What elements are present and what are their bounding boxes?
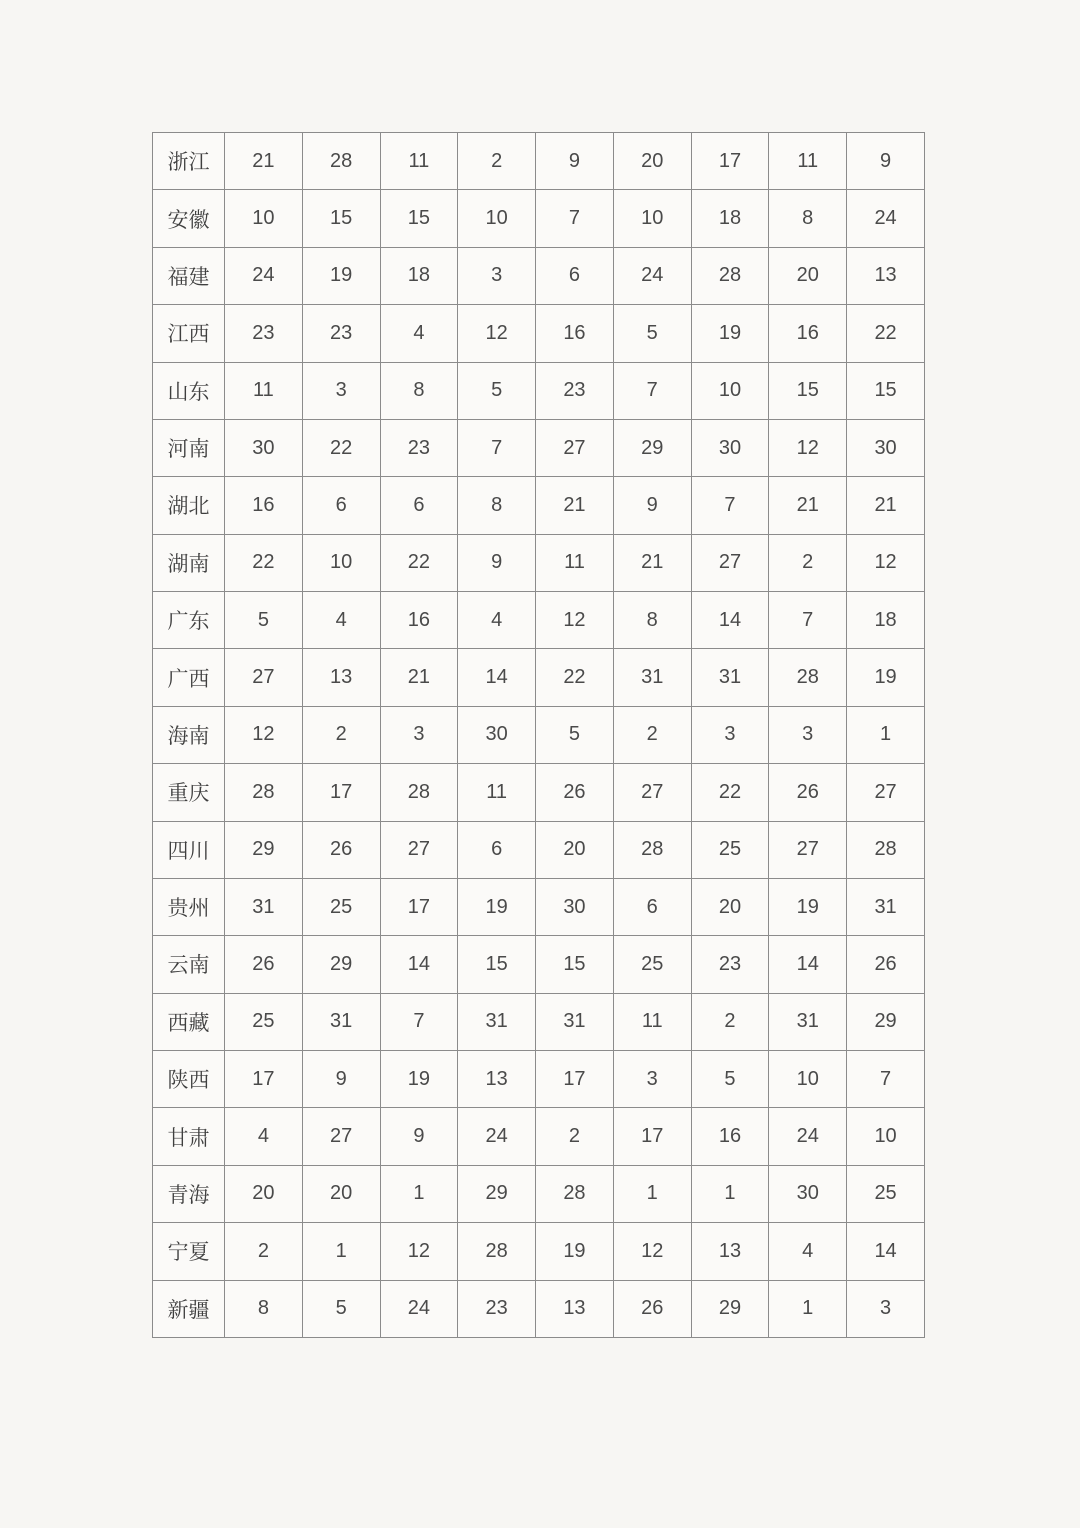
value-cell: 11 [380, 133, 458, 190]
value-cell: 30 [458, 706, 536, 763]
province-label: 甘肃 [153, 1108, 225, 1165]
table-row [153, 1223, 925, 1280]
value-cell: 20 [302, 1165, 380, 1222]
value-cell: 27 [613, 764, 691, 821]
table-row [153, 1165, 925, 1222]
value-cell: 9 [847, 133, 925, 190]
value-cell: 20 [691, 878, 769, 935]
table-row [153, 534, 925, 591]
value-cell: 1 [380, 1165, 458, 1222]
table-row [153, 821, 925, 878]
value-cell: 8 [225, 1280, 303, 1338]
value-cell: 1 [847, 706, 925, 763]
value-cell: 3 [380, 706, 458, 763]
value-cell: 15 [847, 362, 925, 419]
value-cell: 31 [302, 993, 380, 1050]
value-cell: 28 [458, 1223, 536, 1280]
table-row [153, 764, 925, 821]
value-cell: 16 [691, 1108, 769, 1165]
table-row [153, 878, 925, 935]
value-cell: 25 [691, 821, 769, 878]
province-data-table [152, 132, 925, 1338]
province-label: 新疆 [153, 1280, 225, 1338]
value-cell: 5 [536, 706, 614, 763]
value-cell: 20 [769, 247, 847, 304]
value-cell: 31 [613, 649, 691, 706]
value-cell: 7 [458, 419, 536, 476]
value-cell: 7 [769, 592, 847, 649]
province-label: 四川 [153, 821, 225, 878]
value-cell: 27 [847, 764, 925, 821]
value-cell: 24 [613, 247, 691, 304]
value-cell: 15 [380, 190, 458, 247]
province-label: 重庆 [153, 764, 225, 821]
value-cell: 12 [225, 706, 303, 763]
province-label: 广西 [153, 649, 225, 706]
value-cell: 4 [302, 592, 380, 649]
value-cell: 25 [847, 1165, 925, 1222]
value-cell: 12 [536, 592, 614, 649]
value-cell: 2 [613, 706, 691, 763]
value-cell: 4 [769, 1223, 847, 1280]
value-cell: 9 [302, 1051, 380, 1108]
value-cell: 30 [691, 419, 769, 476]
value-cell: 7 [380, 993, 458, 1050]
value-cell: 19 [769, 878, 847, 935]
value-cell: 29 [302, 936, 380, 993]
value-cell: 28 [613, 821, 691, 878]
table-row [153, 706, 925, 763]
table-row [153, 362, 925, 419]
value-cell: 26 [847, 936, 925, 993]
value-cell: 14 [380, 936, 458, 993]
value-cell: 7 [536, 190, 614, 247]
value-cell: 21 [769, 477, 847, 534]
province-label: 山东 [153, 362, 225, 419]
value-cell: 19 [691, 305, 769, 362]
value-cell: 7 [691, 477, 769, 534]
value-cell: 19 [847, 649, 925, 706]
value-cell: 21 [536, 477, 614, 534]
value-cell: 5 [302, 1280, 380, 1338]
value-cell: 27 [536, 419, 614, 476]
value-cell: 11 [458, 764, 536, 821]
value-cell: 1 [613, 1165, 691, 1222]
value-cell: 29 [847, 993, 925, 1050]
value-cell: 20 [613, 133, 691, 190]
value-cell: 13 [847, 247, 925, 304]
province-label: 青海 [153, 1165, 225, 1222]
value-cell: 12 [847, 534, 925, 591]
value-cell: 5 [691, 1051, 769, 1108]
value-cell: 5 [225, 592, 303, 649]
value-cell: 31 [769, 993, 847, 1050]
value-cell: 14 [769, 936, 847, 993]
value-cell: 6 [613, 878, 691, 935]
value-cell: 28 [380, 764, 458, 821]
province-label: 陕西 [153, 1051, 225, 1108]
value-cell: 1 [302, 1223, 380, 1280]
table-row [153, 477, 925, 534]
value-cell: 28 [536, 1165, 614, 1222]
value-cell: 17 [302, 764, 380, 821]
value-cell: 22 [691, 764, 769, 821]
value-cell: 12 [458, 305, 536, 362]
value-cell: 19 [536, 1223, 614, 1280]
value-cell: 10 [458, 190, 536, 247]
value-cell: 27 [380, 821, 458, 878]
value-cell: 8 [613, 592, 691, 649]
value-cell: 31 [847, 878, 925, 935]
value-cell: 9 [380, 1108, 458, 1165]
province-label: 海南 [153, 706, 225, 763]
value-cell: 13 [691, 1223, 769, 1280]
value-cell: 26 [536, 764, 614, 821]
province-label: 西藏 [153, 993, 225, 1050]
value-cell: 30 [769, 1165, 847, 1222]
value-cell: 21 [225, 133, 303, 190]
value-cell: 1 [691, 1165, 769, 1222]
value-cell: 16 [536, 305, 614, 362]
table-row [153, 247, 925, 304]
value-cell: 18 [691, 190, 769, 247]
value-cell: 4 [225, 1108, 303, 1165]
value-cell: 11 [225, 362, 303, 419]
value-cell: 17 [613, 1108, 691, 1165]
value-cell: 3 [691, 706, 769, 763]
value-cell: 3 [613, 1051, 691, 1108]
value-cell: 24 [380, 1280, 458, 1338]
value-cell: 12 [380, 1223, 458, 1280]
value-cell: 28 [847, 821, 925, 878]
value-cell: 23 [536, 362, 614, 419]
value-cell: 26 [613, 1280, 691, 1338]
province-label: 湖北 [153, 477, 225, 534]
value-cell: 4 [380, 305, 458, 362]
value-cell: 1 [769, 1280, 847, 1338]
value-cell: 10 [847, 1108, 925, 1165]
value-cell: 21 [847, 477, 925, 534]
value-cell: 3 [302, 362, 380, 419]
value-cell: 29 [458, 1165, 536, 1222]
province-label: 河南 [153, 419, 225, 476]
value-cell: 24 [847, 190, 925, 247]
value-cell: 31 [458, 993, 536, 1050]
value-cell: 10 [769, 1051, 847, 1108]
value-cell: 22 [302, 419, 380, 476]
value-cell: 24 [769, 1108, 847, 1165]
value-cell: 19 [380, 1051, 458, 1108]
value-cell: 29 [225, 821, 303, 878]
value-cell: 31 [225, 878, 303, 935]
value-cell: 3 [769, 706, 847, 763]
value-cell: 5 [458, 362, 536, 419]
province-label: 江西 [153, 305, 225, 362]
value-cell: 16 [380, 592, 458, 649]
value-cell: 23 [691, 936, 769, 993]
value-cell: 13 [458, 1051, 536, 1108]
value-cell: 15 [769, 362, 847, 419]
table-body [153, 133, 925, 1338]
value-cell: 17 [691, 133, 769, 190]
value-cell: 15 [536, 936, 614, 993]
value-cell: 2 [769, 534, 847, 591]
value-cell: 9 [613, 477, 691, 534]
value-cell: 28 [769, 649, 847, 706]
province-label: 湖南 [153, 534, 225, 591]
table-row [153, 305, 925, 362]
value-cell: 7 [847, 1051, 925, 1108]
table-row [153, 1051, 925, 1108]
value-cell: 10 [302, 534, 380, 591]
value-cell: 22 [847, 305, 925, 362]
value-cell: 25 [225, 993, 303, 1050]
value-cell: 3 [458, 247, 536, 304]
value-cell: 6 [302, 477, 380, 534]
value-cell: 2 [225, 1223, 303, 1280]
table-row [153, 419, 925, 476]
value-cell: 23 [380, 419, 458, 476]
value-cell: 14 [458, 649, 536, 706]
value-cell: 21 [380, 649, 458, 706]
value-cell: 29 [691, 1280, 769, 1338]
table-row [153, 133, 925, 190]
value-cell: 14 [847, 1223, 925, 1280]
value-cell: 11 [769, 133, 847, 190]
value-cell: 18 [847, 592, 925, 649]
value-cell: 30 [536, 878, 614, 935]
value-cell: 8 [769, 190, 847, 247]
value-cell: 15 [302, 190, 380, 247]
value-cell: 6 [458, 821, 536, 878]
province-label: 宁夏 [153, 1223, 225, 1280]
value-cell: 22 [225, 534, 303, 591]
value-cell: 28 [225, 764, 303, 821]
value-cell: 23 [225, 305, 303, 362]
value-cell: 24 [225, 247, 303, 304]
value-cell: 20 [536, 821, 614, 878]
value-cell: 27 [769, 821, 847, 878]
table-row [153, 649, 925, 706]
value-cell: 7 [613, 362, 691, 419]
value-cell: 8 [458, 477, 536, 534]
value-cell: 10 [613, 190, 691, 247]
value-cell: 24 [458, 1108, 536, 1165]
value-cell: 29 [613, 419, 691, 476]
value-cell: 26 [302, 821, 380, 878]
value-cell: 13 [536, 1280, 614, 1338]
value-cell: 16 [225, 477, 303, 534]
value-cell: 9 [458, 534, 536, 591]
value-cell: 6 [536, 247, 614, 304]
province-label: 浙江 [153, 133, 225, 190]
value-cell: 16 [769, 305, 847, 362]
table-row [153, 993, 925, 1050]
value-cell: 19 [458, 878, 536, 935]
value-cell: 12 [769, 419, 847, 476]
table-row [153, 592, 925, 649]
province-label: 广东 [153, 592, 225, 649]
value-cell: 4 [458, 592, 536, 649]
value-cell: 10 [691, 362, 769, 419]
province-label: 安徽 [153, 190, 225, 247]
value-cell: 19 [302, 247, 380, 304]
value-cell: 25 [302, 878, 380, 935]
value-cell: 2 [536, 1108, 614, 1165]
value-cell: 18 [380, 247, 458, 304]
value-cell: 6 [380, 477, 458, 534]
value-cell: 31 [536, 993, 614, 1050]
value-cell: 21 [613, 534, 691, 591]
value-cell: 22 [380, 534, 458, 591]
value-cell: 26 [769, 764, 847, 821]
value-cell: 10 [225, 190, 303, 247]
value-cell: 31 [691, 649, 769, 706]
value-cell: 3 [847, 1280, 925, 1338]
value-cell: 28 [691, 247, 769, 304]
province-label: 福建 [153, 247, 225, 304]
value-cell: 17 [380, 878, 458, 935]
value-cell: 2 [691, 993, 769, 1050]
table-row [153, 936, 925, 993]
value-cell: 20 [225, 1165, 303, 1222]
value-cell: 8 [380, 362, 458, 419]
value-cell: 27 [302, 1108, 380, 1165]
value-cell: 11 [613, 993, 691, 1050]
value-cell: 25 [613, 936, 691, 993]
value-cell: 30 [225, 419, 303, 476]
table-row [153, 1280, 925, 1338]
value-cell: 27 [225, 649, 303, 706]
value-cell: 23 [302, 305, 380, 362]
value-cell: 13 [302, 649, 380, 706]
value-cell: 2 [458, 133, 536, 190]
table-row [153, 1108, 925, 1165]
value-cell: 9 [536, 133, 614, 190]
value-cell: 2 [302, 706, 380, 763]
value-cell: 5 [613, 305, 691, 362]
value-cell: 30 [847, 419, 925, 476]
value-cell: 23 [458, 1280, 536, 1338]
value-cell: 11 [536, 534, 614, 591]
table-row [153, 190, 925, 247]
value-cell: 22 [536, 649, 614, 706]
value-cell: 27 [691, 534, 769, 591]
value-cell: 12 [613, 1223, 691, 1280]
value-cell: 15 [458, 936, 536, 993]
province-label: 贵州 [153, 878, 225, 935]
value-cell: 17 [225, 1051, 303, 1108]
value-cell: 28 [302, 133, 380, 190]
province-label: 云南 [153, 936, 225, 993]
value-cell: 17 [536, 1051, 614, 1108]
value-cell: 14 [691, 592, 769, 649]
value-cell: 26 [225, 936, 303, 993]
